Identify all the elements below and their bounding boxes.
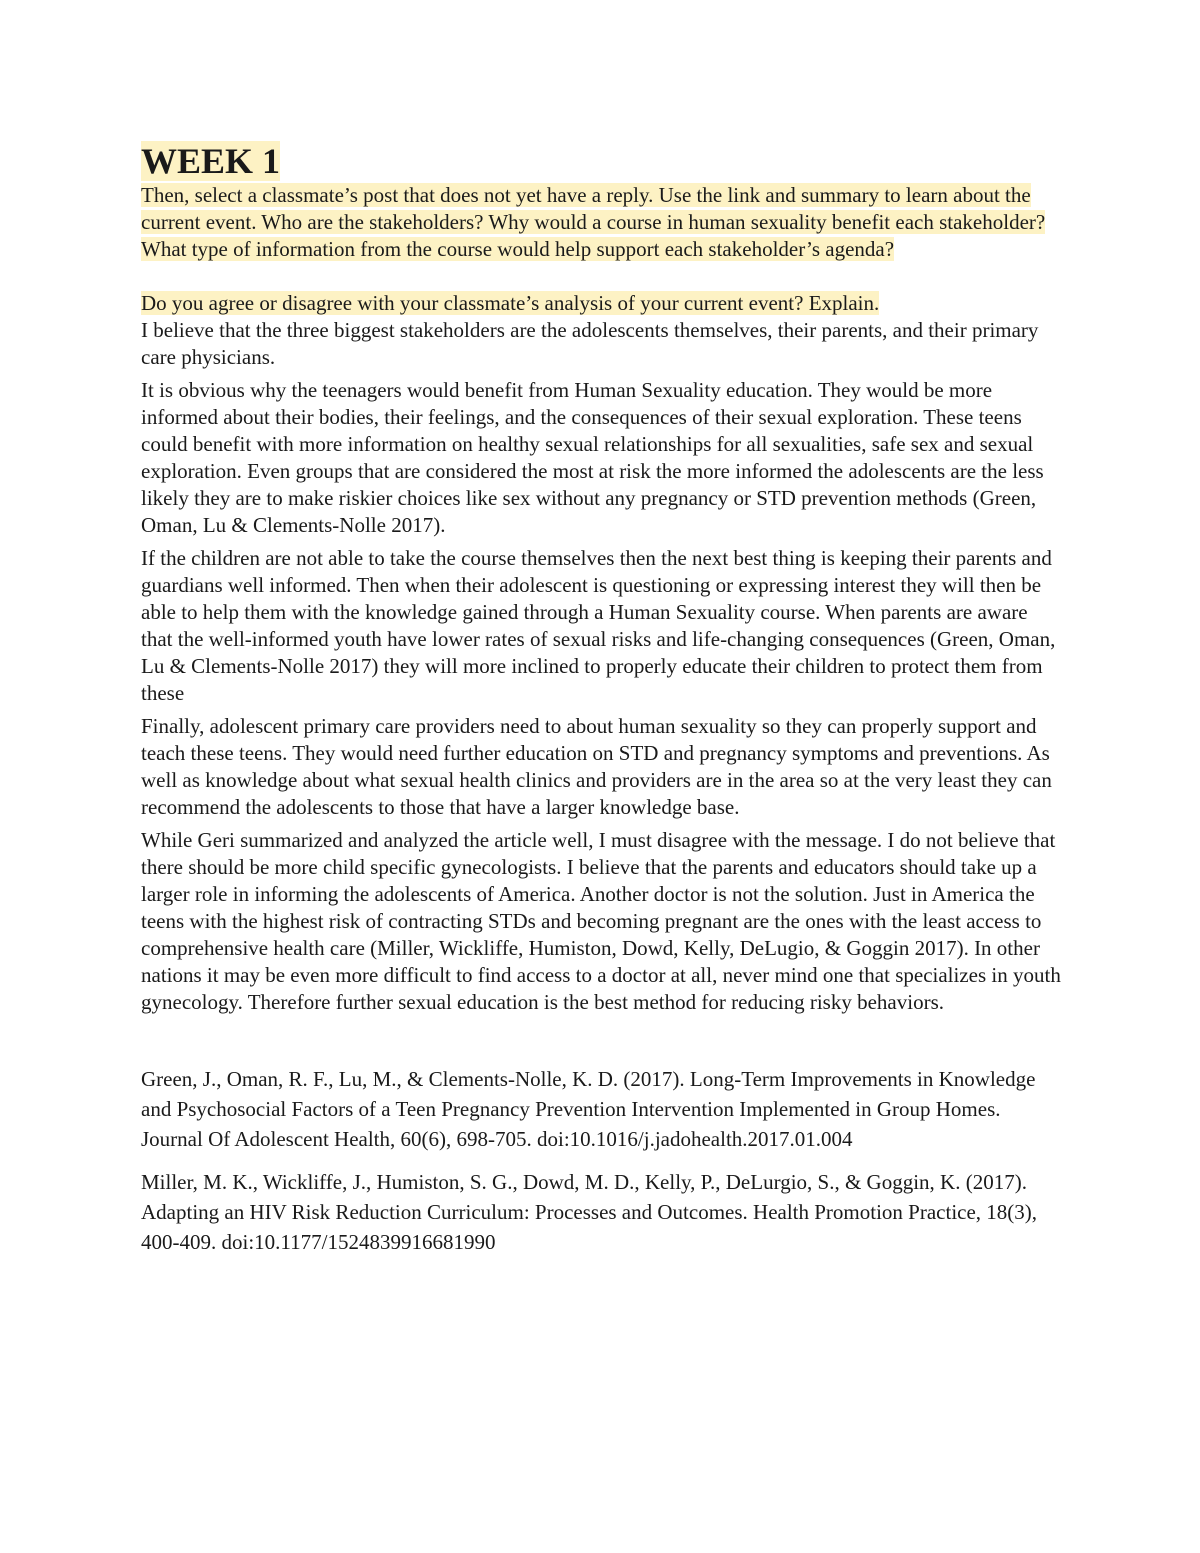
- body-paragraph-stakeholders: I believe that the three biggest stakeholders are the adolescents themselves, their parents, and their primary care physicians.: [141, 318, 1039, 369]
- document-body: [141, 140, 1061, 1270]
- page-title-text: WEEK 1: [141, 141, 281, 181]
- assignment-question: [141, 290, 1061, 317]
- body-paragraph-response: While Geri summarized and analyzed the article well, I must disagree with the message. I do not believe that there should be more child specific gynecologists. I believe that the parents and educators should take up a larger role in informing the adolescents of America. Another doctor is not the solution. Just in America the teens with the highest risk of contracting STDs and becoming pregnant are the ones with the least access to comprehensive health care (Miller, Wickliffe, Humiston, Dowd, Kelly, DeLugio, & Goggin 2017). In other nations it may be even more difficult to find access to a doctor at all, never mind one that specializes in youth gynecology. Therefore further sexual education is the best method for reducing risky behaviors.: [141, 828, 1061, 1014]
- reference-list: [141, 1064, 1061, 1257]
- reference-item: Miller, M. K., Wickliffe, J., Humiston, S. G., Dowd, M. D., Kelly, P., DeLurgio, S., & Goggin, K. (2017). Adapting an HIV Risk Reduction Curriculum: Processes and Outcomes. Health Promotion Practice, 18(3), 400-409. doi:10.1177/1524839916681990: [141, 1170, 1038, 1254]
- page-title: [141, 140, 1061, 182]
- spacer: [141, 263, 1061, 290]
- body-paragraph-teenagers: It is obvious why the teenagers would benefit from Human Sexuality education. They would be more informed about their bodies, their feelings, and the consequences of their sexual exploration. These teens could benefit with more information on healthy sexual relationships for all sexualities, safe sex and sexual exploration. Even groups that are considered the most at risk the more informed the adolescents are the less likely they are to make riskier choices like sex without any pregnancy or STD prevention methods (Green, Oman, Lu & Clements-Nolle 2017).: [141, 378, 1044, 537]
- assignment-prompt-text: Then, select a classmate’s post that does not yet have a reply. Use the link and summary to learn about the current event. Who are the stakeholders? Why would a course in human sexuality benefit each stakeholder? What type of information from the course would help support each stakeholder’s agenda?: [141, 183, 1046, 261]
- body-paragraph-parents: If the children are not able to take the course themselves then the next best thing is keeping their parents and guardians well informed. Then when their adolescent is questioning or expressing interest they will then be able to help them with the knowledge gained through a Human Sexuality course. When parents are aware that the well-informed youth have lower rates of sexual risks and life-changing consequences (Green, Oman, Lu & Clements-Nolle 2017) they will more inclined to properly educate their children to protect them from these: [141, 546, 1056, 705]
- body-paragraph-providers: Finally, adolescent primary care providers need to about human sexuality so they can properly support and teach these teens. They would need further education on STD and pregnancy symptoms and preventions. As well as knowledge about what sexual health clinics and providers are in the area so at the very least they can recommend the adolescents to those that have a larger knowledge base.: [141, 714, 1052, 819]
- assignment-question-text: Do you agree or disagree with your classmate’s analysis of your current event? Explain.: [141, 291, 880, 315]
- reference-item: Green, J., Oman, R. F., Lu, M., & Clements-Nolle, K. D. (2017). Long-Term Improvements in Knowledge and Psychosocial Factors of a Teen Pregnancy Prevention Intervention Implemented in Group Homes. Journal Of Adolescent Health, 60(6), 698-705. doi:10.1016/j.jadohealth.2017.01.004: [141, 1067, 1036, 1151]
- assignment-prompt: [141, 182, 1061, 263]
